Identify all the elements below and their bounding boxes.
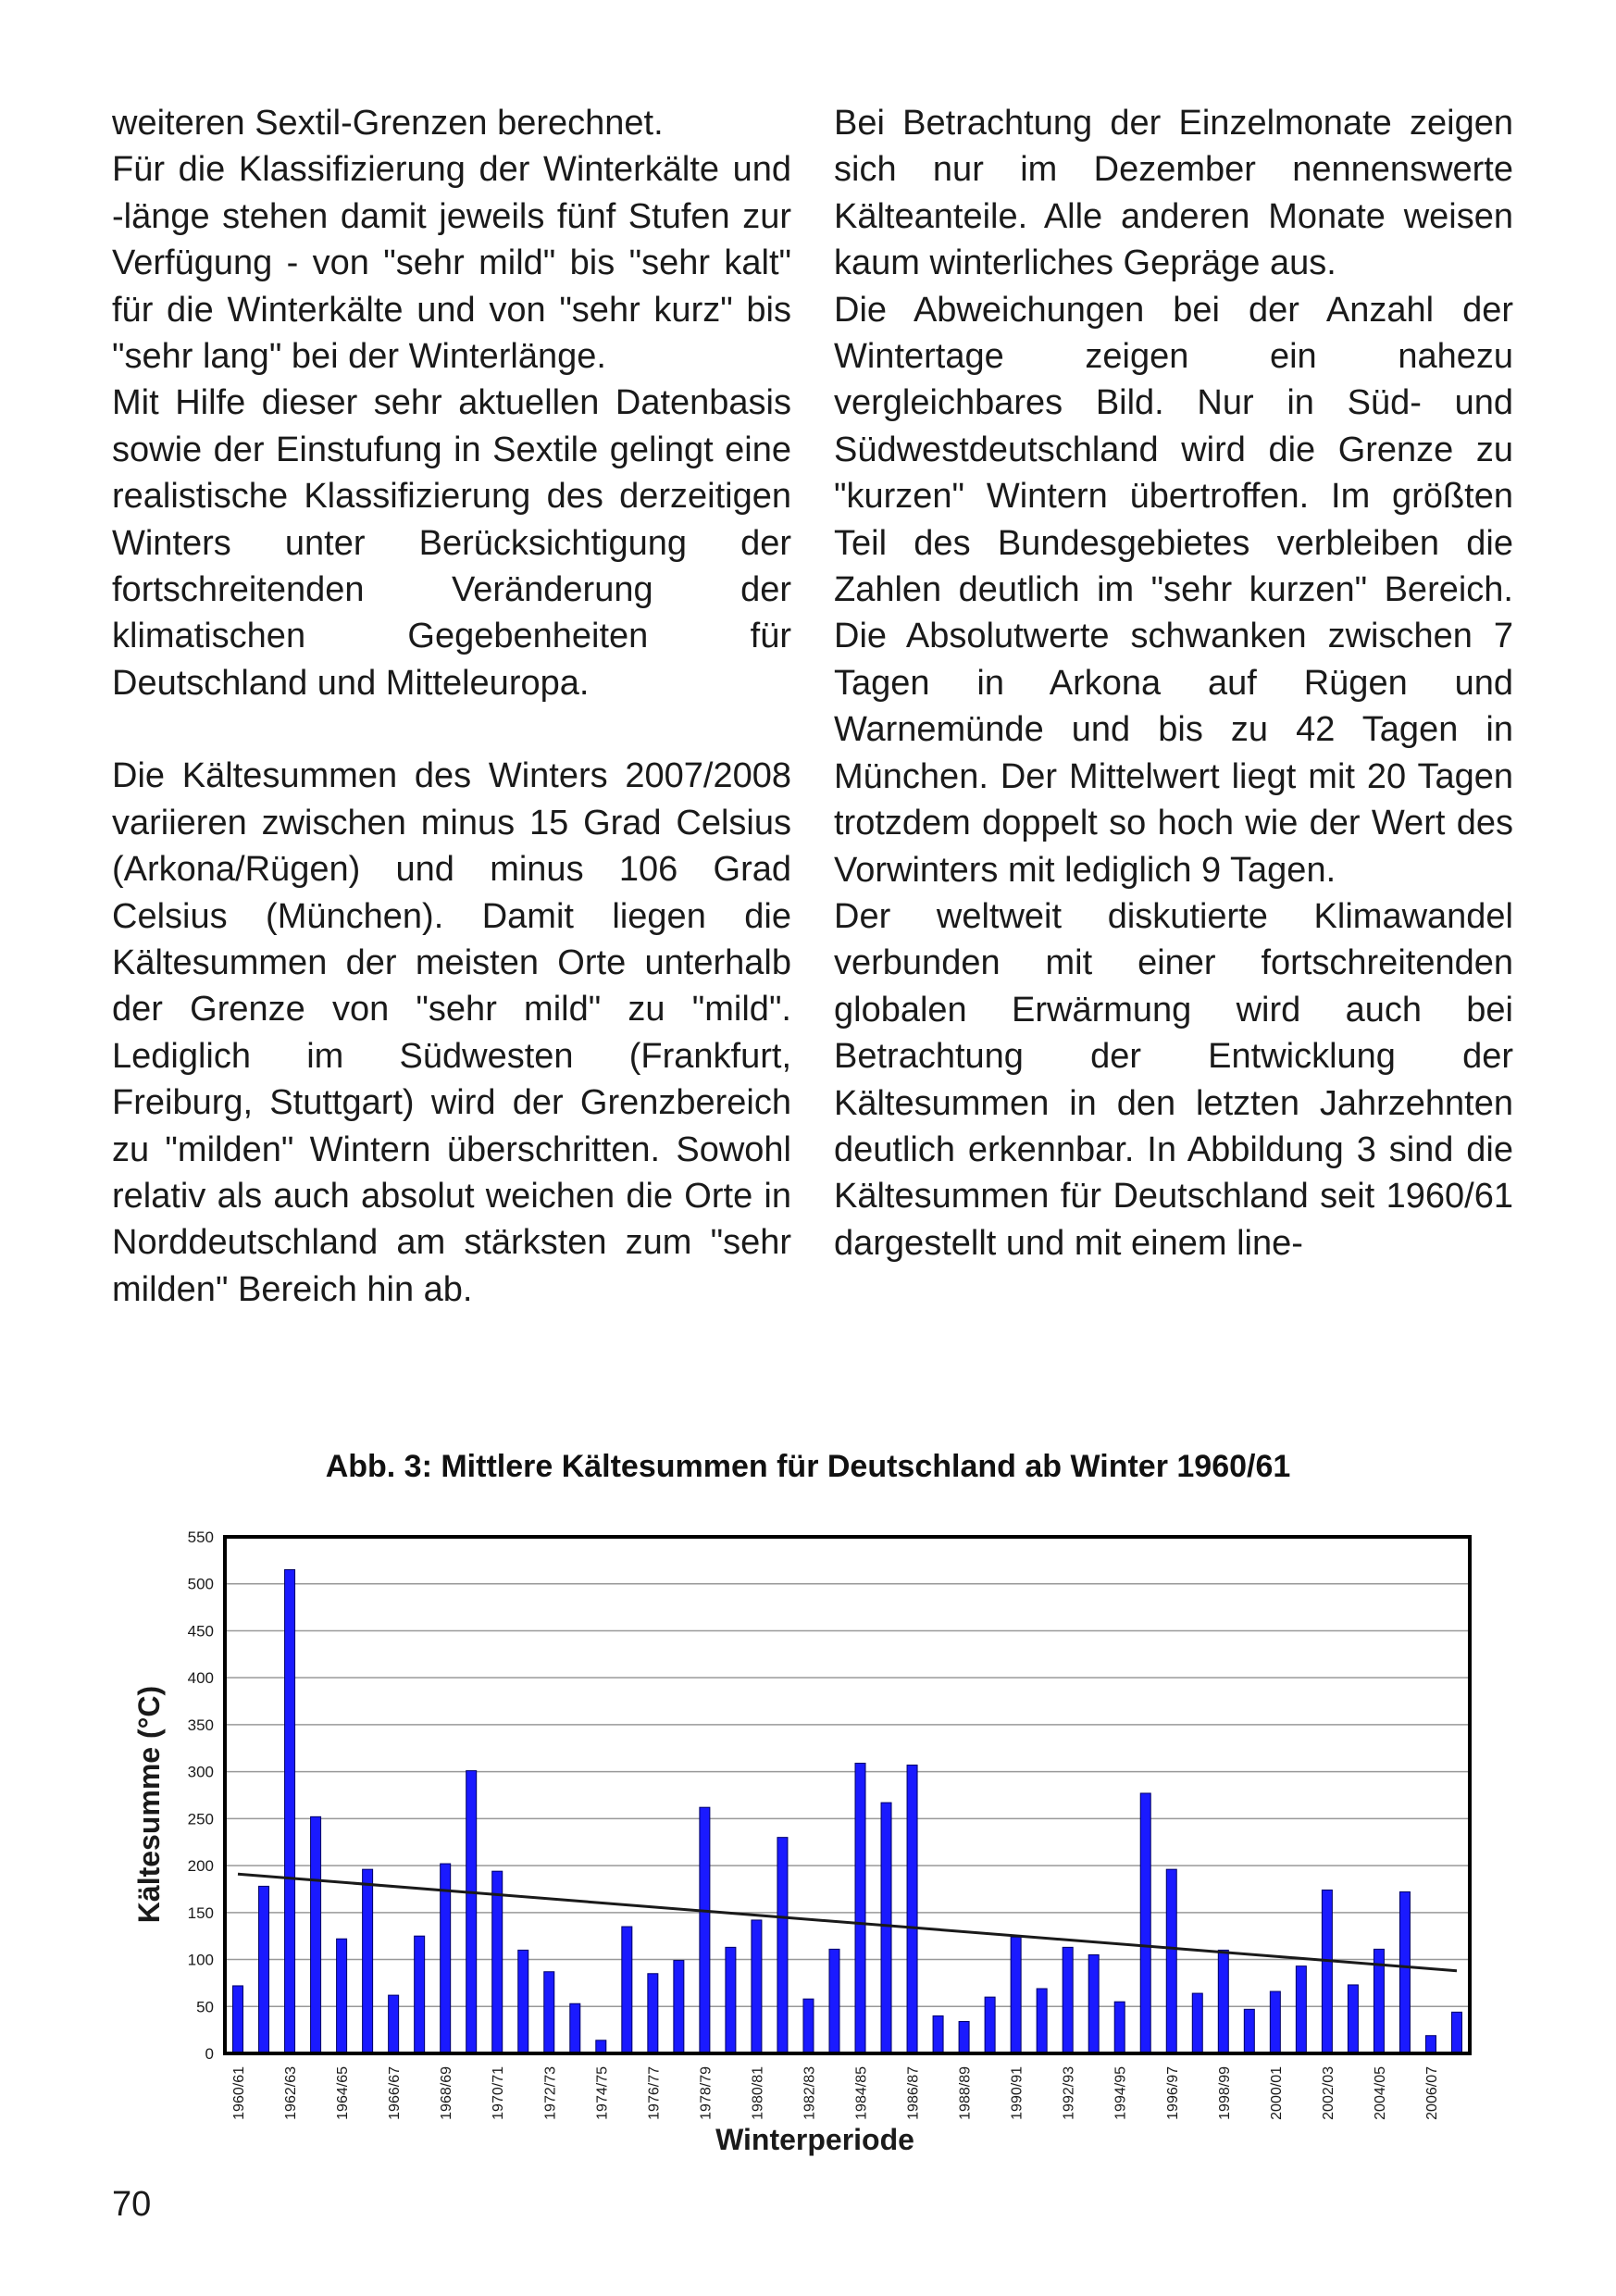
paragraph: Für die Klassifizierung der Winterkälte und -länge stehen damit jeweils fünf Stufen zur Verfügung - von "sehr mild" bis "sehr kalt" für die Winterkälte und von "sehr kurz" bis "sehr lang" bei der Winterlänge.: [112, 150, 791, 377]
y-axis-title: Kältesumme (°C): [132, 1685, 166, 1924]
x-tick-label: 1974/75: [594, 2066, 611, 2120]
bar: [674, 1961, 684, 2053]
bar: [596, 2040, 606, 2053]
paragraph: weiteren Sextil-Grenzen berechnet.: [112, 104, 664, 143]
y-tick-label: 500: [187, 1575, 214, 1593]
bar: [1451, 2012, 1461, 2053]
y-tick-label: 450: [187, 1622, 214, 1641]
x-tick-label: 1996/97: [1164, 2066, 1181, 2120]
bar: [855, 1764, 865, 2053]
y-tick-label: 350: [187, 1716, 214, 1734]
paragraph: Mit Hilfe dieser sehr aktuellen Datenbasis sowie der Einstufung in Sextile gelingt eine realistische Klassifizierung des derzeitigen Winters unter Berücksichtigung der fortschreitenden Veränderung der klimatischen Gegebenheiten für Deutschland und Mitteleuropa.: [112, 383, 791, 703]
x-tick-label: 2000/01: [1268, 2066, 1285, 2120]
bar: [1140, 1793, 1150, 2053]
bar: [622, 1927, 632, 2053]
x-tick-label: 1984/85: [853, 2066, 870, 2120]
bar: [700, 1807, 710, 2053]
bar: [285, 1570, 295, 2053]
bar: [829, 1949, 839, 2053]
y-tick-label: 400: [187, 1669, 214, 1688]
bar: [777, 1838, 788, 2053]
bar: [1063, 1947, 1073, 2053]
bar: [1399, 1891, 1410, 2053]
figure-caption: Abb. 3: Mittlere Kältesummen für Deutschland ab Winter 1960/61: [325, 1449, 1291, 1484]
bar: [415, 1936, 425, 2053]
bar: [726, 1947, 736, 2053]
bar: [907, 1766, 917, 2053]
x-axis-title: Winterperiode: [715, 2123, 914, 2156]
x-tick-label: 1988/89: [957, 2066, 974, 2120]
x-tick-label: 1998/99: [1216, 2066, 1233, 2120]
bar: [363, 1869, 373, 2053]
bar: [803, 1999, 814, 2053]
paragraph: Die Abweichungen bei der Anzahl der Wintertage zeigen ein nahezu vergleichbares Bild. Nur in Süd- und Südwestdeutschland wird die Grenze zu "kurzen" Wintern übertroffen. Im größten Teil des Bundesgebietes verbleiben die Zahlen deutlich im "sehr kurzen" Bereich. Die Absolutwerte schwanken zwischen 7 Tagen in Arkona auf Rügen und Warnemünde und bis zu 42 Tagen in München. Der Mittelwert liegt mit 20 Tagen trotzdem doppelt so hoch wie der Wert des Vorwinters mit lediglich 9 Tagen.: [834, 290, 1513, 890]
bar: [959, 2022, 969, 2053]
x-tick-label: 1982/83: [802, 2066, 818, 2120]
bar: [337, 1939, 347, 2053]
y-tick-label: 100: [187, 1951, 214, 1969]
x-tick-label: 2006/07: [1423, 2066, 1440, 2120]
bar: [466, 1771, 477, 2053]
x-tick-label: 1980/81: [750, 2066, 766, 2120]
bar: [985, 1997, 995, 2053]
y-tick-label: 0: [205, 2045, 214, 2063]
x-tick-label: 2002/03: [1320, 2066, 1336, 2120]
paragraph: Die Kältesummen des Winters 2007/2008 variieren zwischen minus 15 Grad Celsius (Arkona/Rügen) und minus 106 Grad Celsius (München). Damit liegen die Kältesummen der meisten Orte unterhalb der Grenze von "sehr mild" zu "mild". Lediglich im Südwesten (Frankfurt, Freiburg, Stuttgart) wird der Grenzbereich zu "milden" Wintern überschritten. Sowohl relativ als auch absolut weichen die Orte in Norddeutschland am stärksten zum "sehr milden" Bereich hin ab.: [112, 756, 791, 1309]
bar: [389, 1995, 399, 2053]
y-tick-label: 50: [196, 1998, 214, 2016]
x-tick-label: 1962/63: [283, 2066, 300, 2120]
x-tick-label: 2004/05: [1372, 2066, 1388, 2120]
page-number: 70: [112, 2185, 152, 2224]
x-tick-label: 1970/71: [491, 2066, 507, 2120]
y-tick-label: 150: [187, 1903, 214, 1922]
bar: [881, 1803, 891, 2053]
x-tick-label: 1994/95: [1113, 2066, 1129, 2120]
x-tick-label: 1968/69: [439, 2066, 455, 2120]
bar: [544, 1972, 554, 2053]
bar: [1166, 1869, 1176, 2053]
bar: [1192, 1993, 1202, 2053]
x-tick-label: 1966/67: [387, 2066, 404, 2120]
bar: [233, 1986, 243, 2053]
bar: [492, 1871, 503, 2053]
y-tick-label: 550: [187, 1529, 214, 1546]
bar: [1425, 2036, 1436, 2053]
x-tick-label: 1964/65: [335, 2066, 352, 2120]
bar: [518, 1950, 528, 2053]
x-tick-label: 1990/91: [1009, 2066, 1026, 2120]
x-tick-label: 1976/77: [646, 2066, 663, 2120]
bar: [259, 1886, 269, 2053]
bar: [1296, 1966, 1306, 2053]
x-tick-label: 1972/73: [542, 2066, 559, 2120]
paragraph: Der weltweit diskutierte Klimawandel verbunden mit einer fortschreitenden globalen Erwärmung wird auch bei Betrachtung der Entwicklung der Kältesummen in den letzten Jahrzehnten deutlich erkennbar. In Abbildung 3 sind die Kältesummen für Deutschland seit 1960/61 dargestellt und mit einem line-: [834, 896, 1513, 1263]
x-tick-label: 1992/93: [1061, 2066, 1077, 2120]
x-tick-label: 1960/61: [231, 2066, 248, 2120]
bar: [1218, 1950, 1228, 2053]
x-tick-label: 1978/79: [698, 2066, 715, 2120]
bar: [1011, 1937, 1021, 2053]
y-tick-label: 200: [187, 1857, 214, 1876]
bar: [752, 1920, 762, 2053]
y-tick-label: 300: [187, 1763, 214, 1781]
bar: [1270, 1991, 1280, 2053]
bar: [648, 1974, 658, 2053]
bar: [1322, 1890, 1332, 2053]
bar: [311, 1816, 321, 2053]
plot-frame: [225, 1537, 1470, 2053]
bar: [933, 2015, 943, 2053]
bar: [1348, 1985, 1358, 2053]
paragraph: Bei Betrachtung der Einzelmonate zeigen sich nur im Dezember nennenswerte Kälteanteile. Alle anderen Monate weisen kaum winterliches Gepräge aus.: [834, 104, 1513, 283]
bar: [1114, 2002, 1125, 2053]
bar: [1037, 1989, 1047, 2053]
bar: [1244, 2009, 1254, 2053]
y-tick-label: 250: [187, 1810, 214, 1828]
bar: [1088, 1954, 1099, 2053]
x-tick-label: 1986/87: [905, 2066, 922, 2120]
bar: [570, 2003, 580, 2053]
